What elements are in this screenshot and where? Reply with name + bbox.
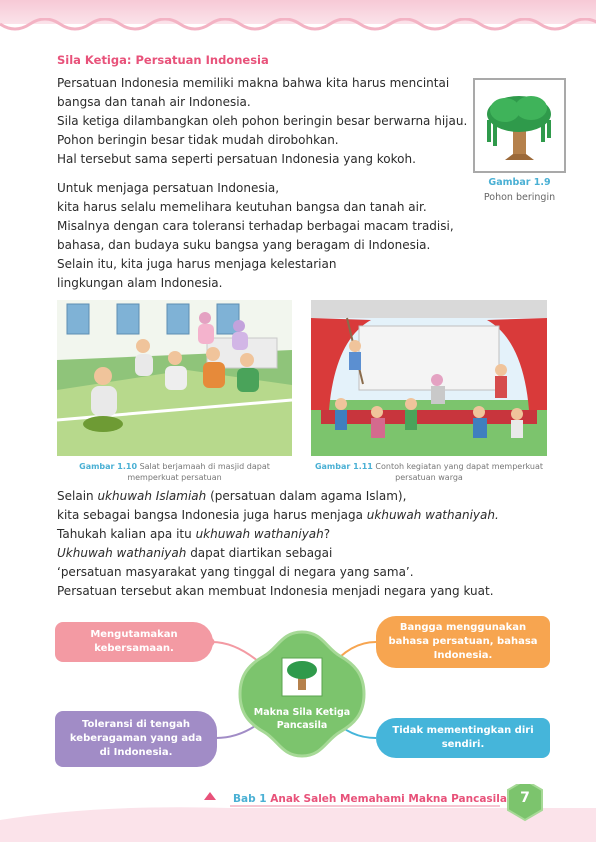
banyan-tree-figure [473,78,566,173]
mindmap-center-label: Makna Sila Ketiga Pancasila [253,707,351,731]
figure-caption: Salat berjamaah di masjid dapat memperkuat persatuan [127,462,270,482]
text-span: kita sebagai bangsa Indonesia juga harus menjaga [57,508,367,522]
text-line: bahasa, dan budaya suku bangsa yang beragam di Indonesia. [57,238,431,252]
chapter-title: Anak Saleh Memahami Makna Pancasila [270,793,507,805]
mindmap-center-node [236,628,368,760]
top-wave-decor [0,18,596,40]
text-line: Persatuan Indonesia memiliki makna bahwa kita harus mencintai [57,76,450,90]
italic-term: ukhuwah wathaniyah. [366,508,499,522]
paragraph-2 [57,179,454,293]
text-line: Pohon beringin besar tidak mudah dirobohkan. [57,133,339,147]
text-line [57,506,499,525]
figure-number: Gambar 1.11 [314,462,373,471]
text-span: dapat diartikan sebagai [186,546,333,560]
text-span: Tahukah kalian apa itu [57,527,196,541]
text-span: (persatuan dalam agama Islam), [206,489,407,503]
paragraph-3 [57,487,499,601]
text-line: Hal tersebut sama seperti persatuan Indonesia yang kokoh. [57,152,416,166]
text-line [57,487,499,506]
text-line: Misalnya dengan cara toleransi terhadap berbagai macam tradisi, [57,219,454,233]
mosque-prayer-illustration [57,300,292,456]
text-line: bangsa dan tanah air Indonesia. [57,95,251,109]
community-activity-illustration [311,300,547,456]
paragraph-1 [57,74,467,169]
mindmap-node-not-selfish: Tidak mementingkan diri sendiri. [376,718,550,758]
text-line: Persatuan tersebut akan membuat Indonesia menjadi negara yang kuat. [57,584,494,598]
figure-number: Gambar 1.9 [488,177,551,188]
text-span: Selain [57,489,98,503]
text-span: ? [323,527,331,541]
page-number: 7 [520,790,530,806]
text-line: kita harus selalu memelihara keutuhan bangsa dan tanah air. [57,200,427,214]
mindmap [0,612,596,782]
italic-term: ukhuwah Islamiah [97,489,207,503]
text-line: Untuk menjaga persatuan Indonesia, [57,181,280,195]
banyan-tree-icon [475,80,564,171]
chapter-number: Bab 1 [233,793,267,805]
mindmap-node-togetherness: Mengutamakan kebersamaan. [55,622,213,662]
text-line: Sila ketiga dilambangkan oleh pohon beringin besar berwarna hijau. [57,114,468,128]
text-line [57,525,499,544]
mindmap-node-national-language: Bangga menggunakan bahasa persatuan, bahasa Indonesia. [376,616,550,668]
text-line: Selain itu, kita juga harus menjaga kelestarian [57,257,337,271]
figure-1-11-caption [311,461,547,483]
footer-chapter-title [233,793,507,805]
text-line: lingkungan alam Indonesia. [57,276,223,290]
figure-1-10-caption [57,461,292,483]
italic-term: Ukhuwah wathaniyah [57,546,187,560]
italic-term: ukhuwah wathaniyah [195,527,324,541]
figure-caption: Contoh kegiatan yang dapat memperkuat persatuan warga [375,462,544,482]
section-title: Sila Ketiga: Persatuan Indonesia [57,53,269,67]
mindmap-node-tolerance: Toleransi di tengah keberagaman yang ada di Indonesia. [55,711,217,767]
text-line: ‘persatuan masyarakat yang tinggal di negara yang sama’. [57,565,414,579]
figure-caption: Pohon beringin [483,192,556,203]
text-line [57,544,499,563]
figure-number: Gambar 1.10 [79,462,138,471]
